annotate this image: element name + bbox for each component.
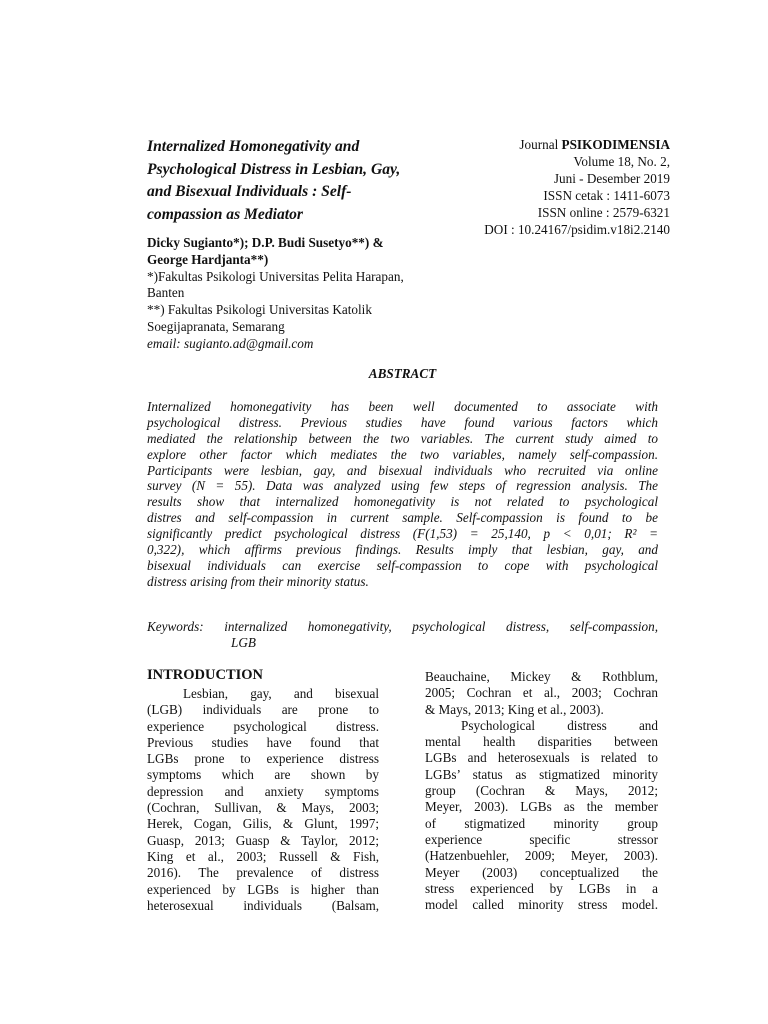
body-line: (Hatzenbuehler, 2009; Meyer, 2003).: [425, 848, 658, 864]
body-line: mental health disparities between: [425, 734, 658, 750]
body-line: heterosexual individuals (Balsam,: [147, 897, 379, 913]
author-names: George Hardjanta**): [147, 251, 269, 267]
body-line: King et al., 2003; Russell & Fish,: [147, 848, 379, 864]
body-line: stress experienced by LGBs in a: [425, 880, 658, 896]
column-right: [425, 669, 658, 913]
abstract-line: bisexual individuals can exercise self-compassion to cope with psychological: [147, 557, 658, 573]
abstract-line: psychological distress. Previous studies have found various factors which: [147, 414, 658, 430]
author-block: [147, 235, 447, 353]
body-line: Meyer (2003) conceptualized the: [425, 864, 658, 880]
body-line: LGBs prone to experience distress: [147, 751, 379, 767]
keywords: [147, 619, 658, 651]
body-line: Guasp, 2013; Guasp & Taylor, 2012;: [147, 832, 379, 848]
body-line: experience psychological distress.: [147, 718, 379, 734]
journal-info: [440, 136, 670, 238]
body-line: LGBs and heterosexuals is related to: [425, 750, 658, 766]
abstract-body: [147, 399, 658, 590]
affiliation: Banten: [147, 285, 185, 301]
introduction-heading: INTRODUCTION: [147, 667, 264, 683]
body-line: 2016). The prevalence of distress: [147, 865, 379, 881]
journal-volume: Volume 18, No. 2,: [573, 154, 670, 169]
body-line: Meyer, 2003). LGBs as the member: [425, 799, 658, 815]
title-line: Psychological Distress in Lesbian, Gay,: [147, 160, 401, 178]
column-left: [147, 686, 379, 914]
body-line: experienced by LGBs is higher than: [147, 881, 379, 897]
journal-name-line: [440, 136, 670, 153]
body-line: 2005; Cochran et al., 2003; Cochran: [425, 685, 658, 701]
abstract-heading: ABSTRACT: [368, 366, 437, 381]
affiliation: Soegijapranata, Semarang: [147, 318, 285, 334]
abstract-line: Participants were lesbian, gay, and bisexual individuals who recruited via online: [147, 462, 658, 478]
affiliation: **) Fakultas Psikologi Universitas Katolik: [147, 302, 372, 318]
body-line: Herek, Cogan, Gilis, & Glunt, 1997;: [147, 816, 379, 832]
journal-issn-print: ISSN cetak : 1411-6073: [543, 188, 670, 203]
keywords-line: Keywords: internalized homonegativity, psychological distress, self-compassion,: [147, 619, 658, 634]
author-email: email: sugianto.ad@gmail.com: [147, 335, 314, 351]
body-line: Psychological distress and: [461, 717, 658, 733]
abstract-line: mediated the relationship between the two variables. The current study aimed to: [147, 430, 658, 446]
affiliation: *)Fakultas Psikologi Universitas Pelita Harapan,: [147, 268, 404, 284]
body-line: depression and anxiety symptoms: [147, 783, 379, 799]
body-line: Beauchaine, Mickey & Rothblum,: [425, 669, 658, 684]
journal-period: Juni - Desember 2019: [553, 171, 670, 186]
body-line: Lesbian, gay, and bisexual: [183, 686, 379, 701]
abstract-line: distress arising from their minority status.: [147, 573, 369, 589]
body-line: LGBs’ status as stigmatized minority: [425, 766, 658, 782]
body-line: group (Cochran & Mays, 2012;: [425, 783, 658, 799]
abstract-line: results show that internalized homonegativity is not related to psychological: [147, 494, 658, 510]
journal-doi: DOI : 10.24167/psidim.v18i2.2140: [484, 222, 670, 237]
body-line: Previous studies have found that: [147, 734, 379, 750]
abstract-line: Internalized homonegativity has been well documented to associate with: [147, 399, 658, 414]
body-line: (LGB) individuals are prone to: [147, 702, 379, 718]
title-line: compassion as Mediator: [147, 205, 303, 223]
body-line: experience specific stressor: [425, 831, 658, 847]
title-line: Internalized Homonegativity and: [147, 138, 360, 155]
body-line: of stigmatized minority group: [425, 815, 658, 831]
author-names: Dicky Sugianto*); D.P. Budi Susetyo**) &: [147, 235, 384, 250]
body-line: model called minority stress model.: [425, 897, 658, 913]
abstract-line: explore other factor which mediates the two variables, namely self-compassion.: [147, 446, 658, 462]
journal-issn-online: ISSN online : 2579-6321: [537, 205, 670, 220]
body-line: & Mays, 2013; King et al., 2003).: [425, 701, 604, 717]
body-line: symptoms which are shown by: [147, 767, 379, 783]
journal-name: PSIKODIMENSIA: [561, 137, 670, 152]
abstract-line: distres and self-compassion in current sample. Self-compassion is found to be: [147, 510, 658, 526]
journal-prefix: Journal: [519, 137, 562, 152]
abstract-line: survey (N = 55). Data was analyzed using few steps of regression analysis. The: [147, 478, 658, 494]
abstract-line: significantly predict psychological distress (F(1,53) = 25,140, p < 0,01; R² =: [147, 526, 658, 542]
title-line: and Bisexual Individuals : Self-: [147, 183, 352, 200]
body-line: (Cochran, Sullivan, & Mays, 2003;: [147, 800, 379, 816]
abstract-line: 0,322), which affirms previous findings. Results imply that lesbian, gay, and: [147, 542, 658, 558]
keywords-line: LGB: [231, 635, 256, 650]
article-title: [147, 136, 447, 226]
